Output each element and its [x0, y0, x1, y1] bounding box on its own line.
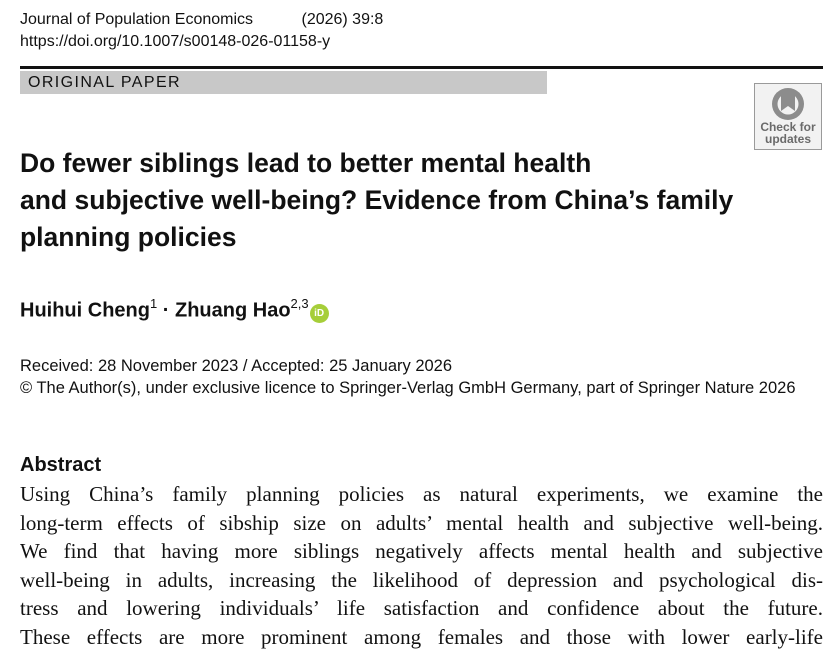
check-for-updates-icon	[770, 87, 806, 121]
abstract-body	[20, 480, 823, 651]
journal-header	[20, 10, 383, 30]
author-list	[20, 290, 329, 326]
publication-info	[20, 355, 796, 399]
abstract-heading: Abstract	[20, 454, 102, 476]
affiliation-mark: 1	[149, 296, 158, 311]
author-separator: ·	[157, 299, 175, 322]
title-line: Do fewer siblings lead to better mental health	[20, 148, 592, 178]
copyright-notice: © The Author(s), under exclusive licence to Springer-Verlag GmbH Germany, part of Springer Nature 2026	[20, 379, 796, 397]
author-name[interactable]: Zhuang Hao	[175, 299, 291, 322]
article-type-banner: ORIGINAL PAPER	[20, 71, 547, 94]
abstract-line: well-being in adults, increasing the likelihood of depression and psychological dis-	[20, 567, 823, 592]
abstract-line: These effects are more prominent among females and those with lower early-life	[20, 624, 823, 649]
orcid-icon[interactable]: iD	[310, 304, 329, 323]
abstract-line: long-term effects of sibship size on adults’ mental health and subjective well-being.	[20, 510, 823, 535]
title-line: and subjective well-being? Evidence from China’s family	[20, 185, 734, 215]
header-rule	[20, 66, 823, 69]
abstract-line: Using China’s family planning policies as natural experiments, we examine the	[20, 482, 823, 506]
title-line: planning policies	[20, 222, 237, 252]
badge-line1: Check for	[760, 120, 816, 134]
abstract-line: We find that having more siblings negatively affects mental health and subjective	[20, 539, 823, 563]
author-name[interactable]: Huihui Cheng	[20, 299, 150, 322]
journal-volume: (2026) 39:8	[301, 11, 384, 28]
journal-name: Journal of Population Economics	[20, 11, 254, 28]
check-for-updates-badge[interactable]	[754, 83, 822, 150]
abstract-line: tress and lowering individuals’ life satisfaction and confidence about the future.	[20, 596, 823, 620]
affiliation-mark: 2,3	[290, 296, 309, 311]
paper-title	[20, 145, 740, 256]
doi-link[interactable]: https://doi.org/10.1007/s00148-026-01158-y	[20, 33, 331, 50]
received-accepted-dates: Received: 28 November 2023 / Accepted: 25 January 2026	[20, 357, 453, 375]
badge-line2: updates	[764, 132, 811, 146]
